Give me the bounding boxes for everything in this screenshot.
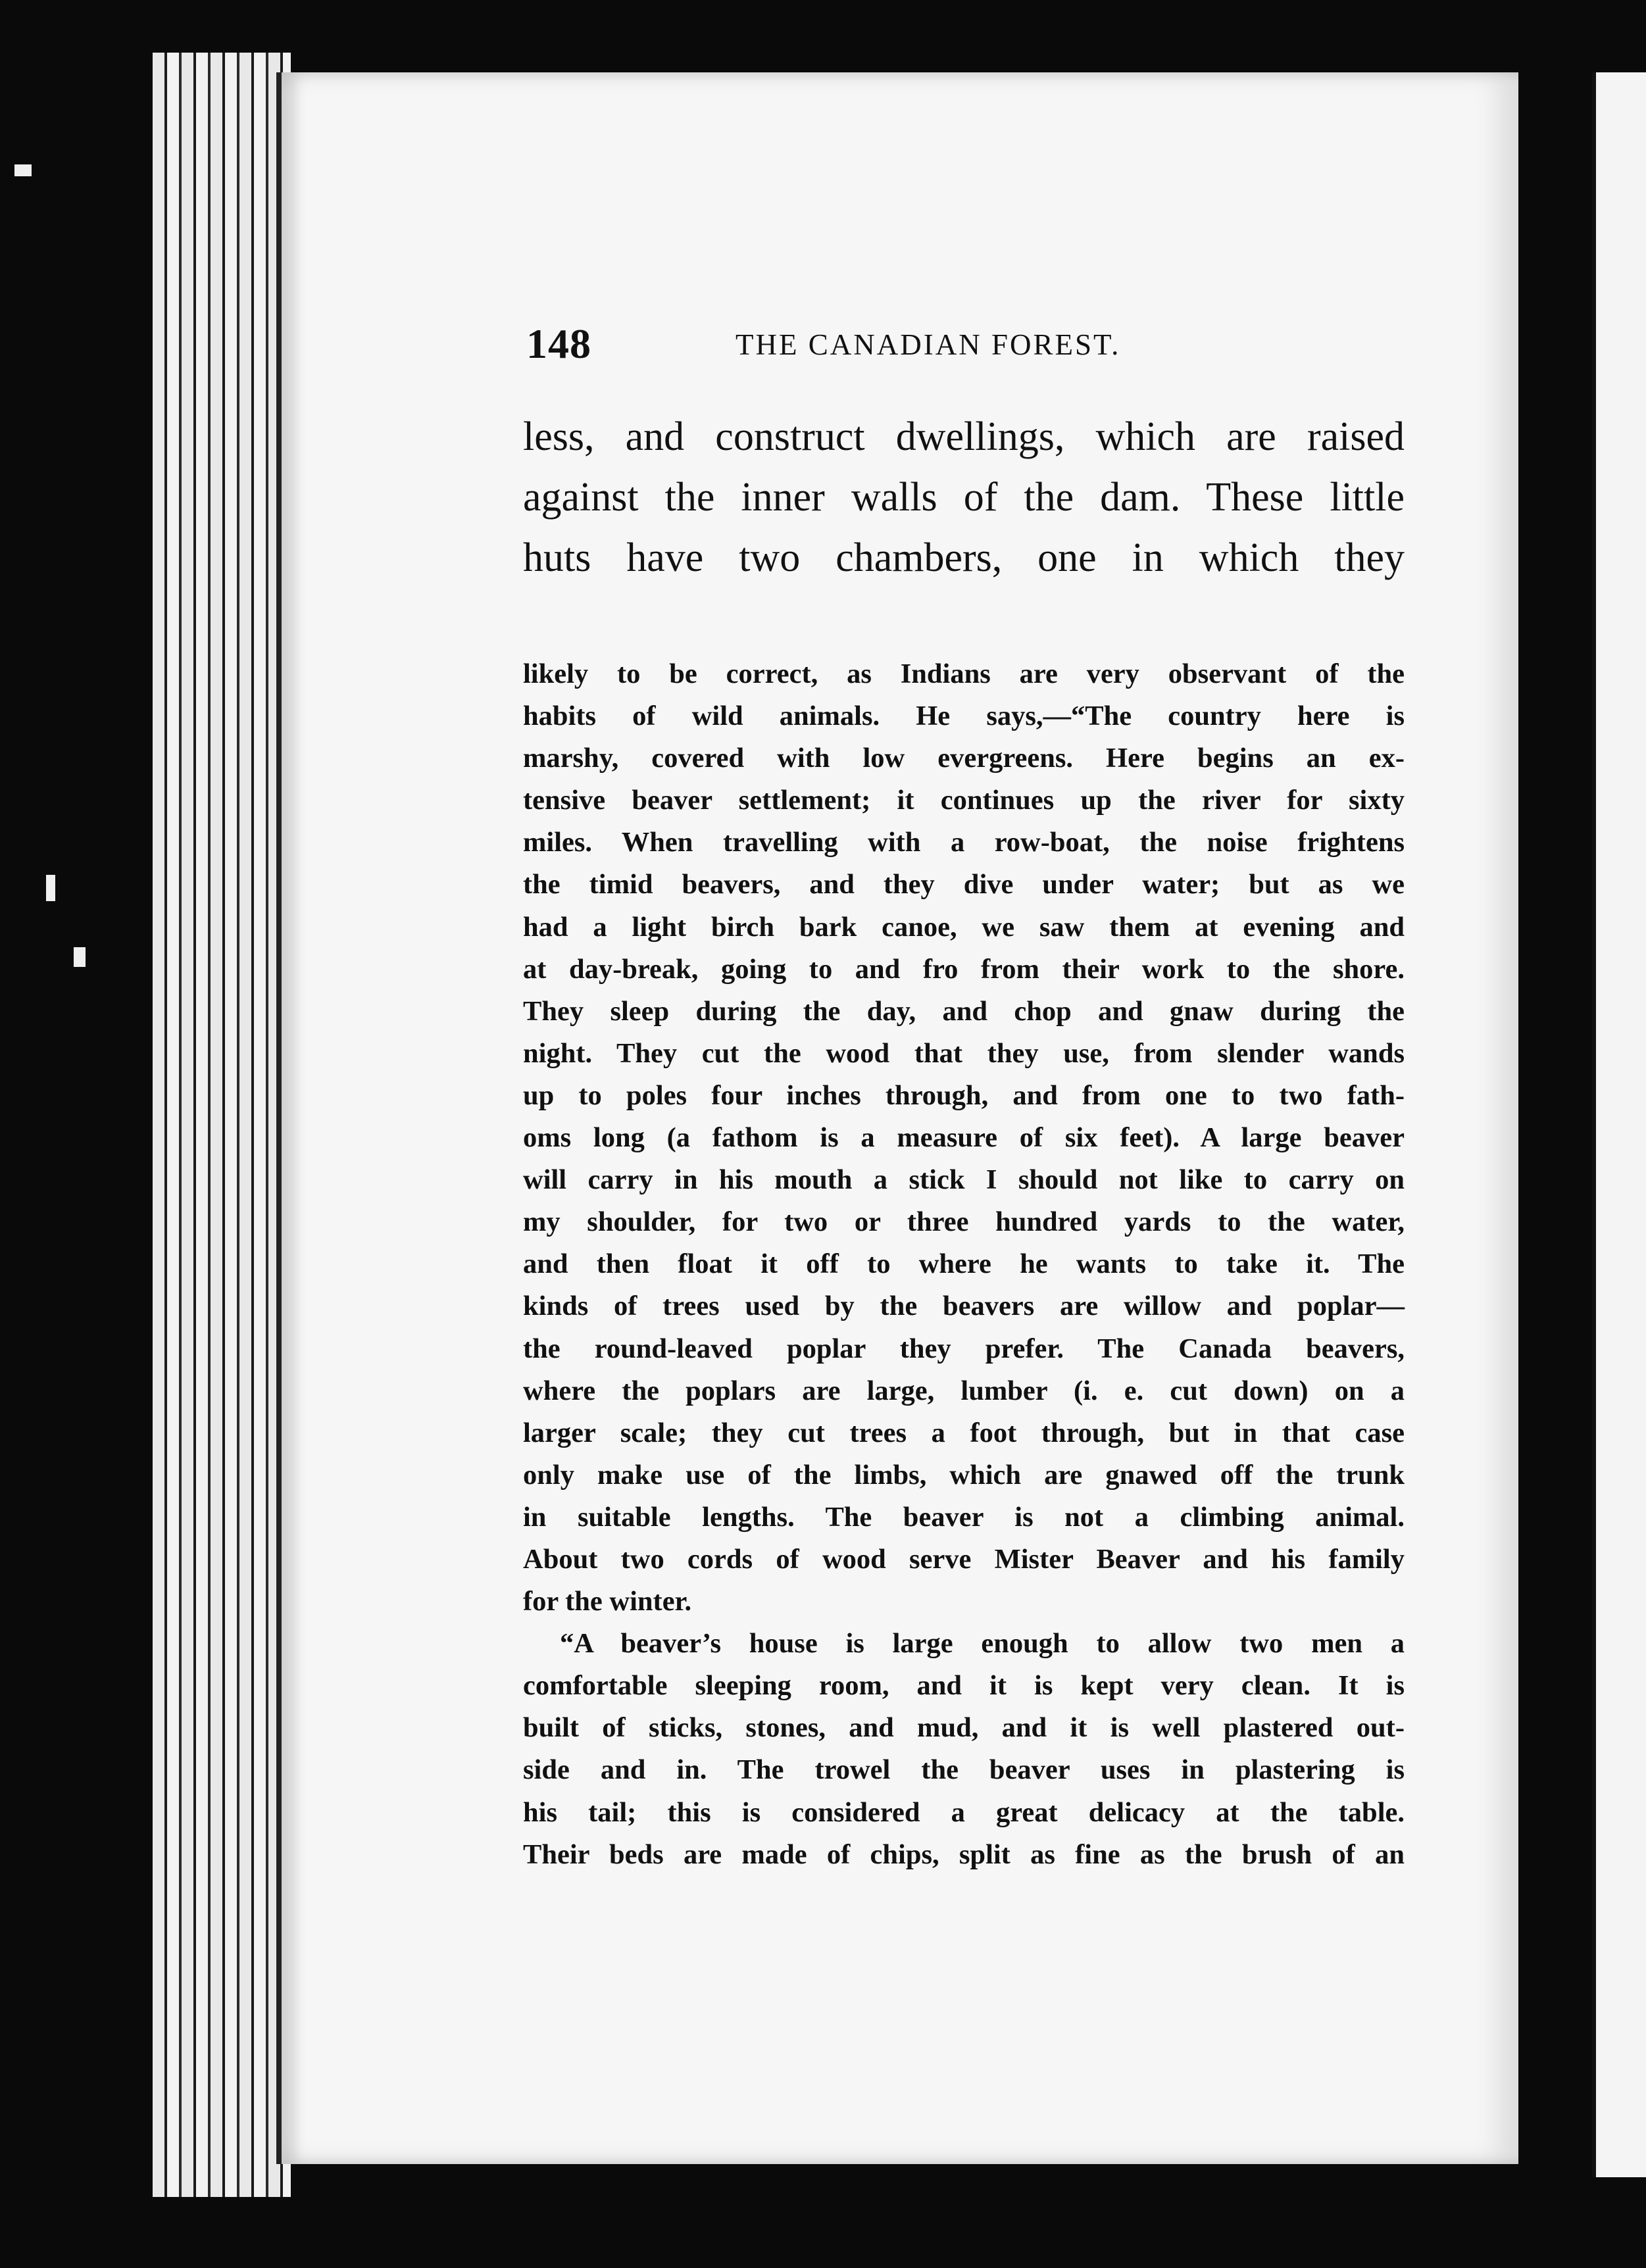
large-text-block [523,407,1405,588]
text-line: About two cords of wood serve Mister Beaver and his family [523,1543,1405,1575]
text-line: at day-break, going to and fro from their work to the shore. [523,953,1405,985]
text-line: will carry in his mouth a stick I should not like to carry on [523,1164,1405,1196]
text-line: his tail; this is considered a great delicacy at the table. [523,1796,1405,1828]
text-line: kinds of trees used by the beavers are willow and poplar— [523,1291,1405,1322]
text-line: likely to be correct, as Indians are very observant of the [523,658,1405,689]
scan-speck [46,875,55,901]
text-line: side and in. The trowel the beaver uses in plastering is [523,1754,1405,1786]
text-line: tensive beaver settlement; it continues up the river for sixty [523,785,1405,816]
text-line: my shoulder, for two or three hundred yards to the water, [523,1206,1405,1238]
book-page-edges [153,53,291,2197]
text-line: the timid beavers, and they dive under water; but as we [523,869,1405,900]
text-line: huts have two chambers, one in which they [523,535,1405,580]
scan-speck [74,947,86,967]
facing-page-edge [1592,72,1646,2177]
text-line: the round-leaved poplar they prefer. The Canada beavers, [523,1333,1405,1364]
text-line: only make use of the limbs, which are gnawed off the trunk [523,1459,1405,1491]
running-title: THE CANADIAN FOREST. [736,328,1121,361]
text-line: and then float it off to where he wants to take it. The [523,1248,1405,1280]
text-line: less, and construct dwellings, which are raised [523,414,1405,459]
text-line: They sleep during the day, and chop and gnaw during the [523,995,1405,1027]
text-line: miles. When travelling with a row-boat, the noise frightens [523,827,1405,858]
running-head [526,320,1408,372]
text-line: built of sticks, stones, and mud, and it is well plastered out- [523,1712,1405,1744]
text-line: in suitable lengths. The beaver is not a climbing animal. [523,1501,1405,1533]
text-line: habits of wild animals. He says,—“The country here is [523,701,1405,732]
page-number: 148 [526,320,591,367]
paragraph-end-line: for the winter. [523,1586,692,1617]
text-line: marshy, covered with low evergreens. Here begins an ex- [523,743,1405,774]
scan-speck [14,164,32,176]
text-line: “A beaver’s house is large enough to allow two men a [560,1628,1405,1660]
text-line: larger scale; they cut trees a foot through, but in that case [523,1417,1405,1448]
text-line: night. They cut the wood that they use, from slender wands [523,1037,1405,1069]
text-line: oms long (a fathom is a measure of six feet). A large beaver [523,1122,1405,1154]
text-line: where the poplars are large, lumber (i. e. cut down) on a [523,1375,1405,1406]
text-line: against the inner walls of the dam. These little [523,475,1405,520]
text-line: Their beds are made of chips, split as fine as the brush of an [523,1838,1405,1870]
text-line: comfortable sleeping room, and it is kept very clean. It is [523,1670,1405,1702]
text-line: had a light birch bark canoe, we saw them at evening and [523,911,1405,943]
quoted-text-block [523,653,1405,1876]
text-line: up to poles four inches through, and from one to two fath- [523,1079,1405,1111]
